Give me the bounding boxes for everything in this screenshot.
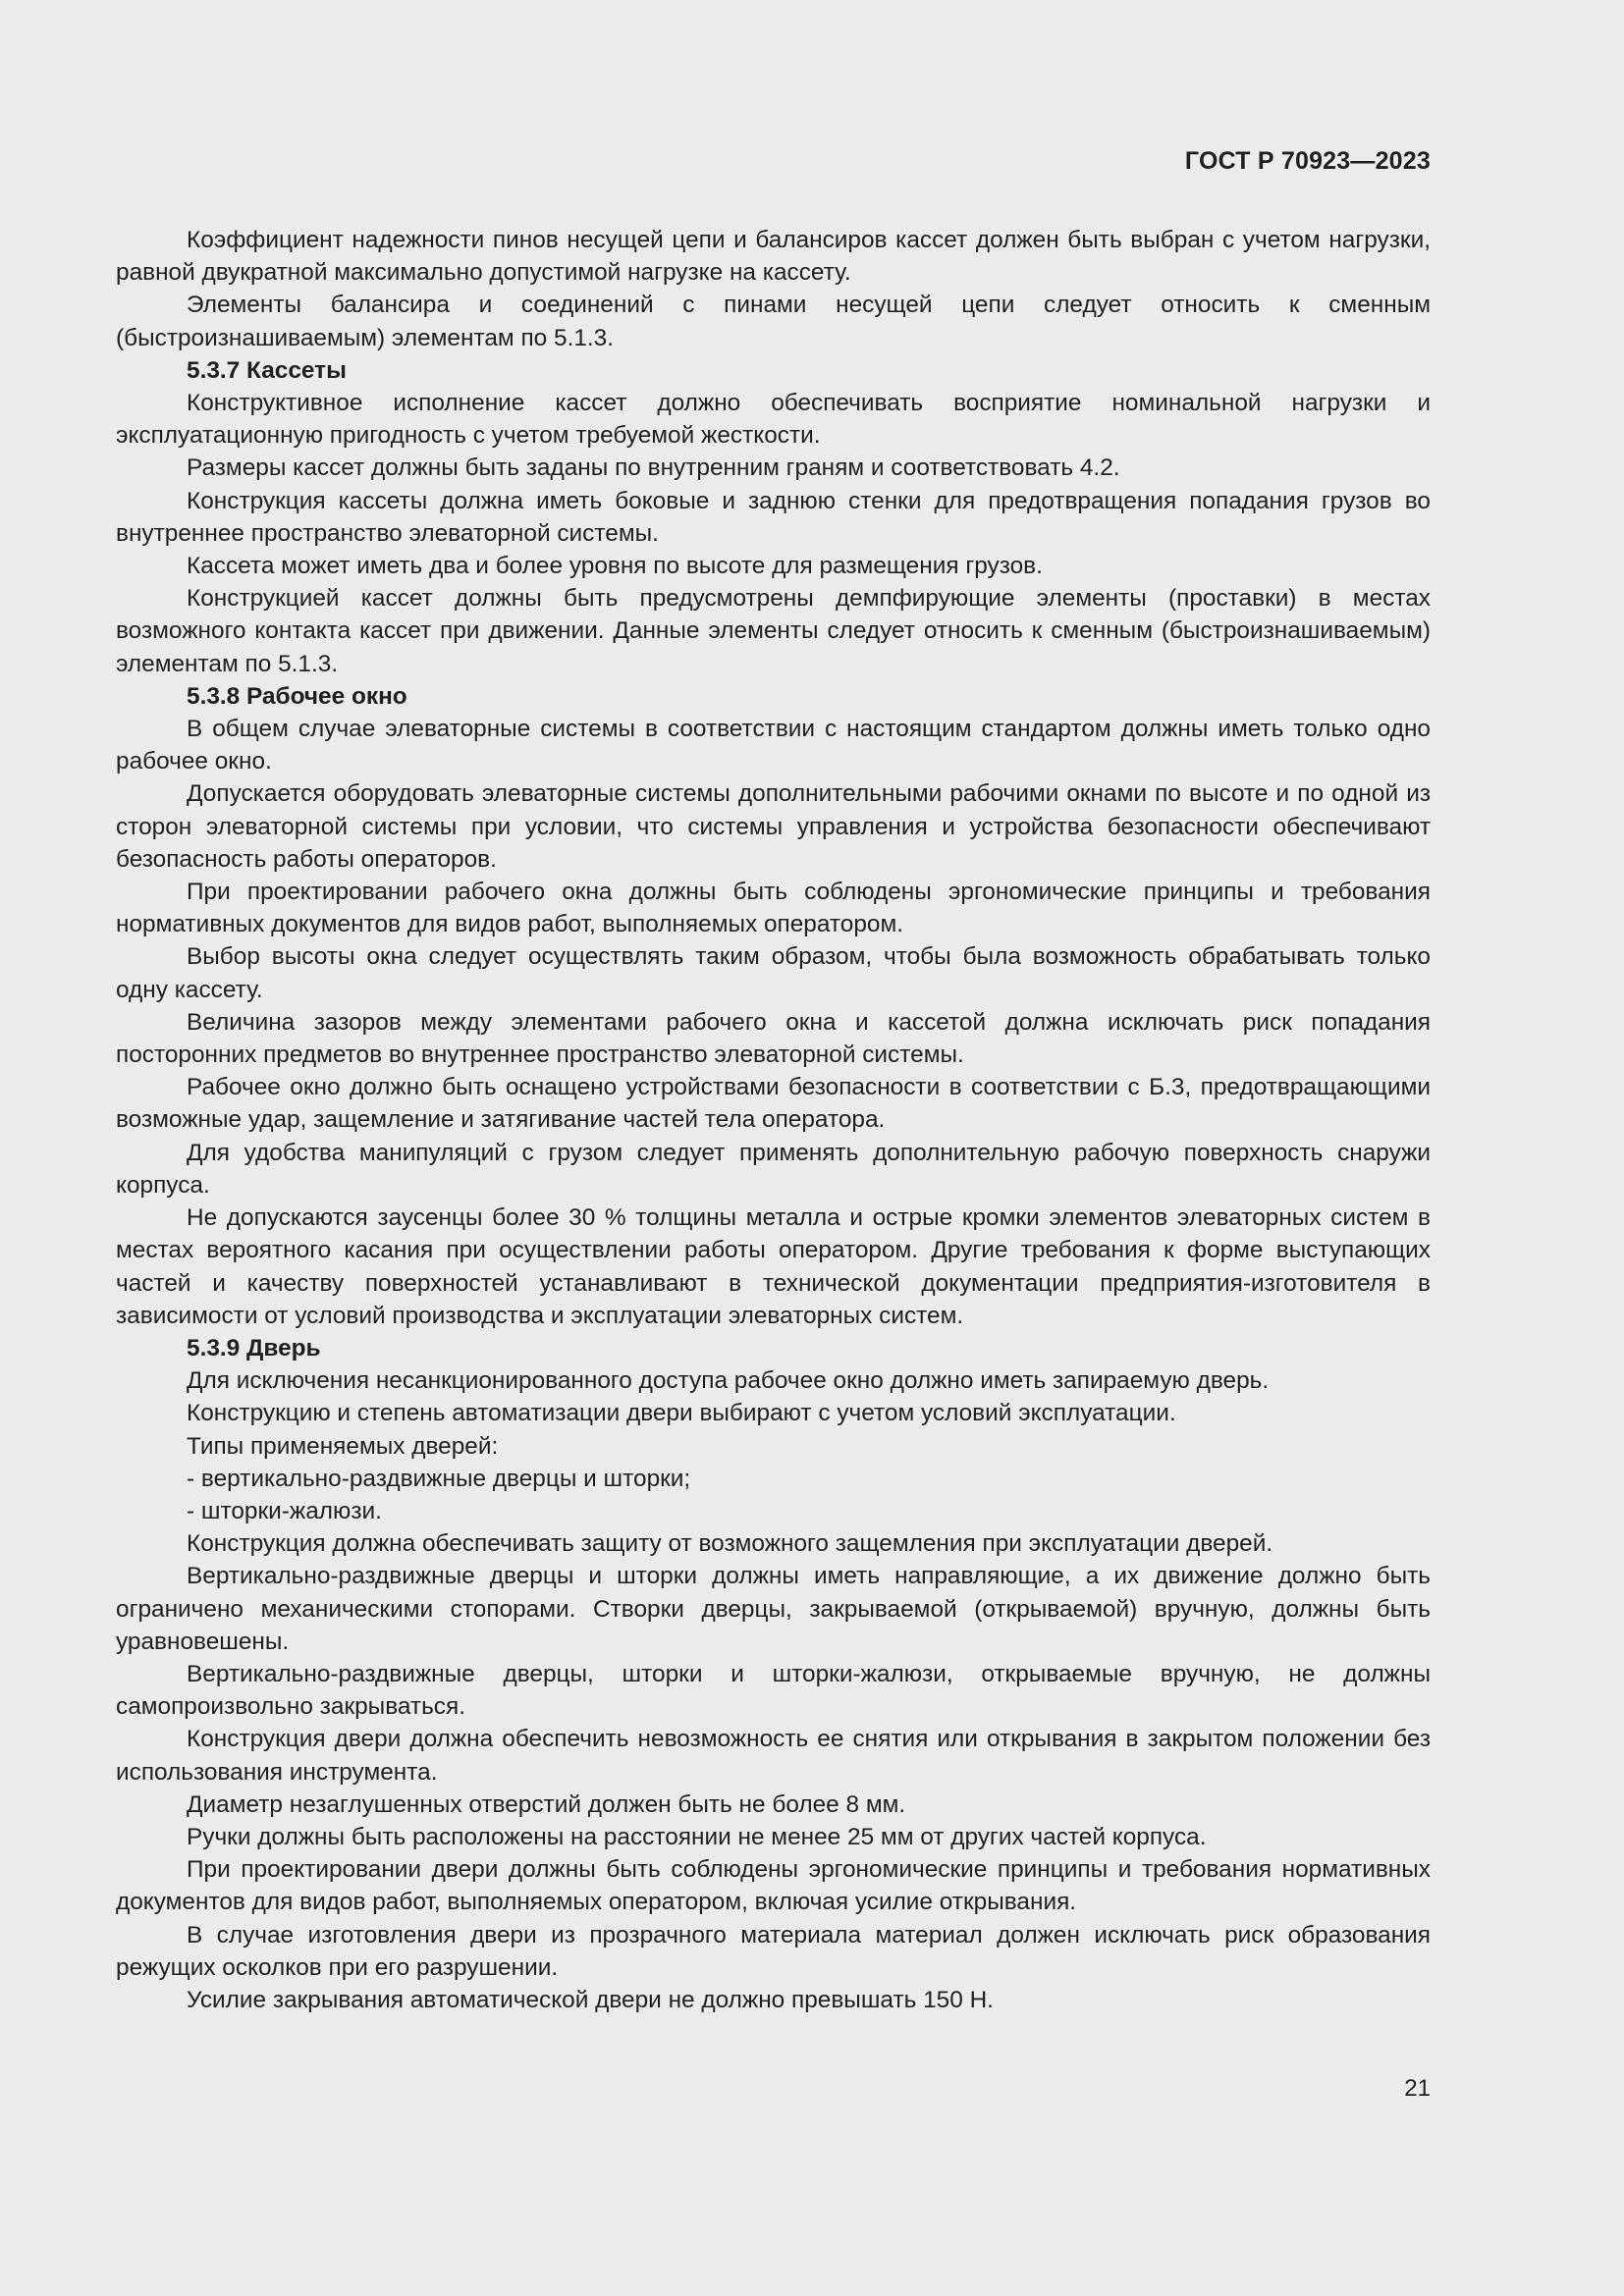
document-body <box>116 224 1431 2016</box>
section-heading-5-3-9: 5.3.9 Дверь <box>187 1334 321 1362</box>
paragraph: Конструкция двери должна обеспечить невозможность ее снятия или открывания в закрытом положении без использования инструмента. <box>116 1726 1431 1786</box>
paragraph: Для удобства манипуляций с грузом следует применять дополнительную рабочую поверхность снаружи корпуса. <box>116 1139 1431 1199</box>
page-number: 21 <box>1404 2075 1431 2102</box>
paragraph: Усилие закрывания автоматической двери не должно превышать 150 Н. <box>187 1986 994 2013</box>
paragraph: Кассета может иметь два и более уровня по высоте для размещения грузов. <box>187 553 1043 580</box>
paragraph: Ручки должны быть расположены на расстоянии не менее 25 мм от других частей корпуса. <box>187 1823 1207 1850</box>
section-heading-5-3-8: 5.3.8 Рабочее окно <box>187 682 407 710</box>
paragraph: Конструкция должна обеспечивать защиту от возможного защемления при эксплуатации дверей. <box>187 1530 1273 1558</box>
paragraph: В случае изготовления двери из прозрачного материала материал должен исключать риск образования режущих осколков при его разрушении. <box>116 1921 1431 1981</box>
paragraph: Конструкция кассеты должна иметь боковые и заднюю стенки для предотвращения попадания грузов во внутреннее пространство элеваторной системы. <box>116 487 1431 547</box>
paragraph: Рабочее окно должно быть оснащено устройствами безопасности в соответствии с Б.3, предотвращающими возможные удар, защемление и затягивание частей тела оператора. <box>116 1074 1431 1134</box>
paragraph: Для исключения несанкционированного доступа рабочее окно должно иметь запираемую дверь. <box>187 1367 1270 1395</box>
paragraph: Типы применяемых дверей: <box>187 1432 499 1460</box>
document-standard-number: ГОСТ Р 70923—2023 <box>1184 147 1431 175</box>
paragraph: Допускается оборудовать элеваторные системы дополнительными рабочими окнами по высоте и по одной из сторон элеваторной системы при условии, что системы управления и устройства безопасности обеспечивают безопасность работы операторов. <box>116 780 1431 873</box>
paragraph: Величина зазоров между элементами рабочего окна и кассетой должна исключать риск попадания посторонних предметов во внутреннее пространство элеваторной системы. <box>116 1008 1431 1069</box>
paragraph: Конструкцию и степень автоматизации двери выбирают с учетом условий эксплуатации. <box>187 1400 1176 1427</box>
paragraph: Размеры кассет должны быть заданы по внутренним граням и соответствовать 4.2. <box>187 454 1120 482</box>
paragraph: Вертикально-раздвижные дверцы и шторки должны иметь направляющие, а их движение должно быть ограничено механическими стопорами. Створки дверцы, закрываемой (открываемой) вручную, должны быть уравновешены. <box>116 1563 1431 1655</box>
paragraph: При проектировании двери должны быть соблюдены эргономические принципы и требования нормативных документов для видов работ, выполняемых оператором, включая усилие открывания. <box>116 1856 1431 1916</box>
paragraph: Выбор высоты окна следует осуществлять таким образом, чтобы была возможность обрабатывать только одну кассету. <box>116 943 1431 1003</box>
section-heading-5-3-7: 5.3.7 Кассеты <box>187 356 347 384</box>
paragraph: Вертикально-раздвижные дверцы, шторки и шторки-жалюзи, открываемые вручную, не должны самопроизвольно закрываться. <box>116 1660 1431 1721</box>
paragraph: В общем случае элеваторные системы в соответствии с настоящим стандартом должны иметь только одно рабочее окно. <box>116 716 1431 775</box>
paragraph: Не допускаются заусенцы более 30 % толщины металла и острые кромки элементов элеваторных систем в местах вероятного касания при осуществлении работы оператором. Другие требования к форме выступающих частей и качеству поверхностей устанавливают в технической документации предприятия-изготовителя в зависимости от условий производства и эксплуатации элеваторных систем. <box>116 1204 1431 1329</box>
paragraph: Диаметр незаглушенных отверстий должен быть не более 8 мм. <box>187 1790 906 1818</box>
paragraph: Элементы балансира и соединений с пинами несущей цепи следует относить к сменным (быстроизнашиваемым) элементам по 5.1.3. <box>116 292 1431 351</box>
paragraph: При проектировании рабочего окна должны быть соблюдены эргономические принципы и требования нормативных документов для видов работ, выполняемых оператором. <box>116 879 1431 938</box>
paragraph: Коэффициент надежности пинов несущей цепи и балансиров кассет должен быть выбран с учетом нагрузки, равной двукратной максимально допустимой нагрузке на кассету. <box>116 227 1431 287</box>
list-item: - вертикально-раздвижные дверцы и шторки; <box>187 1465 691 1492</box>
paragraph: Конструкцией кассет должны быть предусмотрены демпфирующие элементы (проставки) в местах возможного контакта кассет при движении. Данные элементы следует относить к сменным (быстроизнашиваемым) элементам по 5.1.3. <box>116 585 1431 677</box>
paragraph: Конструктивное исполнение кассет должно обеспечивать восприятие номинальной нагрузки и эксплуатационную пригодность с учетом требуемой жесткости. <box>116 390 1431 450</box>
list-item: - шторки-жалюзи. <box>187 1497 382 1524</box>
